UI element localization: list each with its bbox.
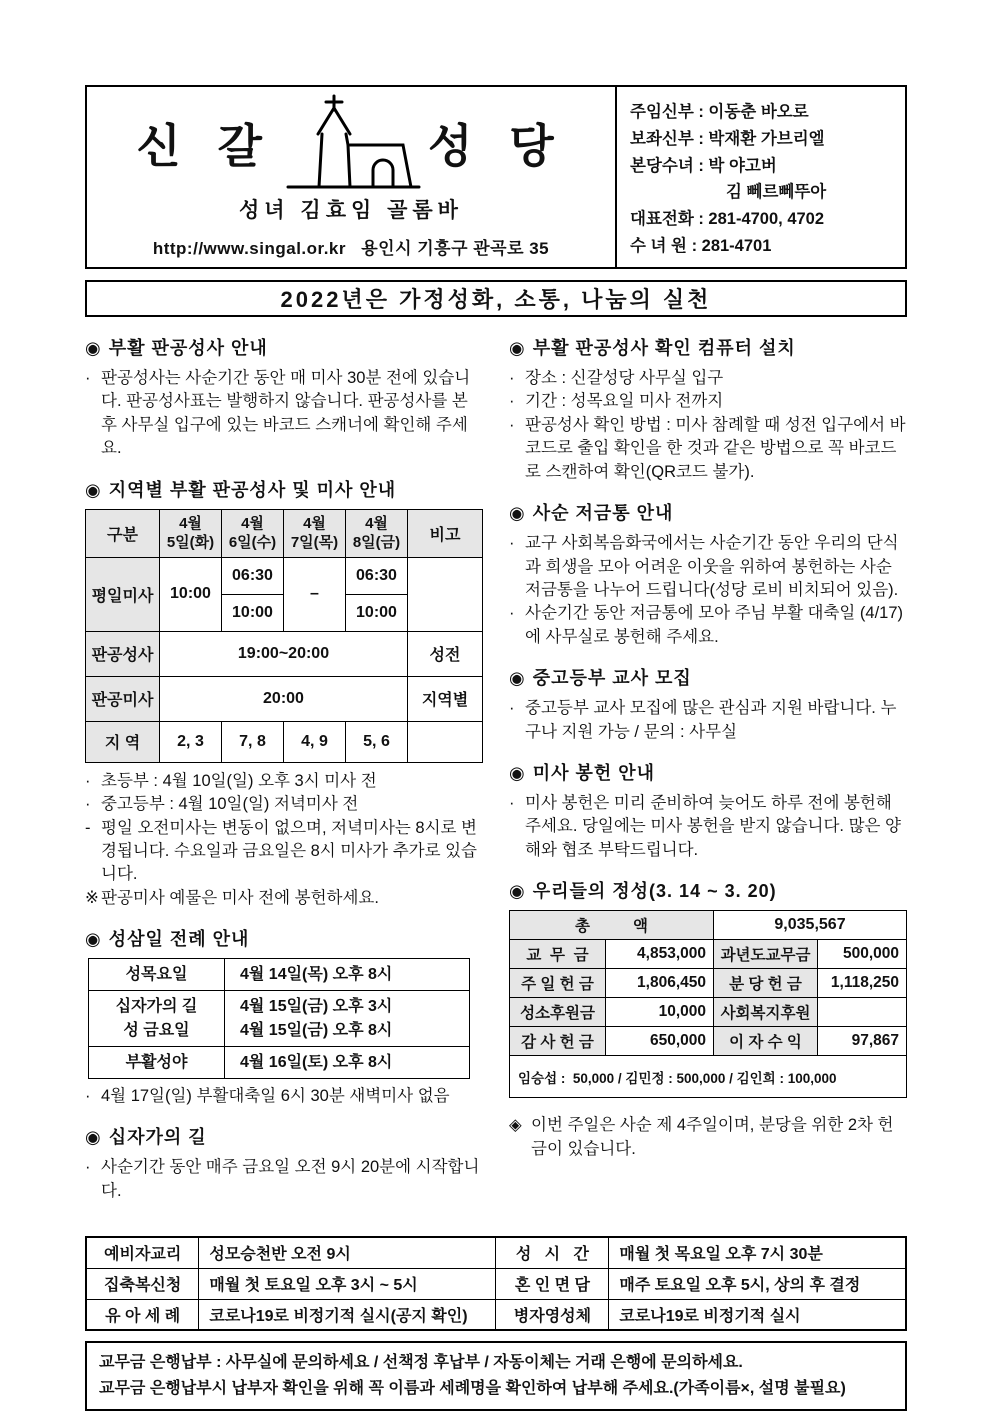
bullet-icon: ·: [509, 699, 515, 718]
liturgy-time: 4월 14일(목) 오후 8시: [225, 959, 470, 991]
list-item: · 판공성사 확인 방법 : 미사 참례할 때 성전 입구에서 바코드로 출입 확인을 한 것과 같은 방법으로 꼭 바코드로 스캔하여 확인(QR코드 불가).: [509, 414, 907, 484]
offering-value: 1,118,250: [818, 969, 907, 998]
liturgy-time: 4월 16일(토) 오후 8시: [225, 1046, 470, 1078]
info-label: 예비자교리: [86, 1237, 199, 1268]
offering-label: 이 자 수 익: [714, 1027, 818, 1056]
section-mass-offering: [509, 759, 907, 862]
church-name: [136, 93, 565, 193]
bullseye-icon: ◉: [509, 881, 526, 902]
list-item: · 중고등부 : 4월 10일(일) 저녁미사 전: [85, 793, 483, 816]
section-weekly-offerings: [509, 877, 907, 1098]
offering-value: 10,000: [606, 998, 714, 1027]
triduum-table: [88, 958, 470, 1079]
region-row: [86, 721, 483, 762]
section-title: ◉ 우리들의 정성(3. 14 ~ 3. 20): [509, 881, 777, 902]
list-item: · 장소 : 신갈성당 사무실 입구: [509, 367, 907, 390]
contact-assistant-pastor: 보좌신부 : 박재환 가브리엘: [630, 129, 825, 148]
time-cell: 10:00: [222, 594, 284, 631]
donor-list: 임승섭 : 50,000 / 김민정 : 500,000 / 김인희 : 100,000: [510, 1056, 907, 1098]
info-value: 매월 첫 토요일 오후 3시 ~ 5시: [199, 1268, 496, 1299]
patron-saint: 성녀 김효임 골롬바: [239, 198, 463, 222]
col-header-date: 4월 7일(목): [284, 509, 346, 557]
offering-label: 사회복지후원: [714, 998, 818, 1027]
section-triduum: [85, 925, 483, 1108]
contact-sister-1: 본당수녀 : 박 야고버: [630, 156, 777, 175]
list-item: · 4월 17일(일) 부활대축일 6시 30분 새벽미사 없음: [85, 1085, 483, 1108]
bullet-icon: ·: [509, 369, 515, 387]
section-title: ◉ 성삼일 전례 안내: [85, 929, 250, 950]
main-content: [85, 334, 907, 1218]
bullet-icon: ·: [85, 369, 91, 387]
table-row: [86, 1299, 906, 1330]
offering-label: 주 일 헌 금: [510, 969, 606, 998]
bullet-icon: ·: [85, 1086, 91, 1105]
info-value: 매주 토요일 오후 5시, 상의 후 결정: [609, 1268, 906, 1299]
offering-label: 감 사 헌 금: [510, 1027, 606, 1056]
bank-payment-notice: [85, 1341, 907, 1411]
info-label: 혼 인 면 담: [496, 1268, 609, 1299]
right-column: [509, 334, 907, 1161]
list-item: · 중고등부 교사 모집에 많은 관심과 지원 바랍니다. 누구나 지원 가능 / 문의 : 사무실: [509, 697, 907, 744]
notice-line: 교무금 은행납부시 납부자 확인을 위해 꼭 이름과 세례명을 확인하여 납부해 주세요.(가족이름×, 설명 불필요): [99, 1379, 846, 1397]
reference-mark-icon: ※: [85, 888, 99, 907]
offering-label: 성소후원금: [510, 998, 606, 1027]
bullet-icon: ·: [509, 415, 515, 434]
offering-value: 500,000: [818, 940, 907, 969]
slogan-banner: 2022년은 가정성화, 소통, 나눔의 실천: [85, 280, 907, 317]
contact-phone: 대표전화 : 281-4700, 4702: [630, 210, 825, 229]
table-row: [86, 1237, 906, 1268]
liturgy-name: 십자가의 길 성 금요일: [89, 991, 225, 1046]
church-icon: [276, 93, 426, 193]
bullet-icon: ·: [85, 1158, 91, 1177]
section-easter-confession: [85, 334, 483, 461]
list-item: · 초등부 : 4월 10일(일) 오후 3시 미사 전: [85, 770, 483, 793]
region-cell: 5, 6: [346, 721, 408, 762]
section-regional-mass-schedule: [85, 476, 483, 911]
mass-schedule-table: [85, 509, 483, 763]
table-row: [510, 998, 907, 1027]
offering-value: [818, 998, 907, 1027]
time-cell: 06:30: [222, 557, 284, 594]
section-title: ◉ 미사 봉헌 안내: [509, 763, 656, 784]
note-cell: 성전: [408, 631, 483, 676]
contact-sister-2: 김 뻬르뻬뚜아: [726, 183, 827, 202]
section-confession-computer: [509, 334, 907, 484]
section-title: ◉ 지역별 부활 판공성사 및 미사 안내: [85, 479, 397, 500]
info-value: 코로나19로 비정기적 실시: [609, 1299, 906, 1330]
bullseye-icon: ◉: [509, 503, 526, 524]
offering-label: 분 당 헌 금: [714, 969, 818, 998]
bullseye-icon: ◉: [85, 479, 102, 500]
section-lent-piggy-bank: [509, 499, 907, 649]
church-address: 용인시 기흥구 관곡로 35: [361, 239, 550, 258]
col-header-note: 비고: [408, 509, 483, 557]
region-cell: 4, 9: [284, 721, 346, 762]
liturgy-time: 4월 15일(금) 오후 3시 4월 15일(금) 오후 8시: [225, 991, 470, 1046]
bullet-icon: ·: [509, 604, 515, 623]
info-label: 집축복신청: [86, 1268, 199, 1299]
liturgy-name: 성목요일: [89, 959, 225, 991]
col-header-date: 4월 6일(수): [222, 509, 284, 557]
time-cell: 19:00~20:00: [160, 631, 408, 676]
table-row: [89, 991, 470, 1046]
dash-icon: -: [85, 818, 91, 837]
list-item: · 판공성사는 사순기간 동안 매 미사 30분 전에 있습니다. 판공성사표는 발행하지 않습니다. 판공성사를 본 후 사무실 입구에 있는 바코드 스캐너에 확인해 주세요.: [85, 367, 483, 461]
liturgy-name: 부활성야: [89, 1046, 225, 1078]
offering-label: 과년도교무금: [714, 940, 818, 969]
bullseye-icon: ◉: [85, 1127, 102, 1148]
col-header-date: 4월 5일(화): [160, 509, 222, 557]
list-item: ※ 판공미사 예물은 미사 전에 봉헌하세요.: [85, 887, 483, 910]
bullet-icon: ·: [509, 534, 515, 553]
offerings-table: [509, 910, 907, 1098]
offering-value: 650,000: [606, 1027, 714, 1056]
bullseye-icon: ◉: [85, 338, 102, 358]
bullet-icon: ·: [509, 392, 515, 411]
bullseye-icon: ◉: [85, 929, 102, 950]
row-label: 평일미사: [86, 557, 160, 631]
offering-value: 1,806,450: [606, 969, 714, 998]
table-row: [89, 959, 470, 991]
donors-row: [510, 1056, 907, 1098]
bullseye-icon: ◉: [509, 338, 526, 358]
diamond-icon: ◈: [509, 1116, 522, 1135]
church-name-right: 성 당: [428, 120, 566, 172]
contact-convent-phone: 수 녀 원 : 281-4701: [630, 236, 772, 255]
table-row: [510, 1027, 907, 1056]
section-way-of-the-cross: [85, 1123, 483, 1203]
church-name-left: 신 갈: [136, 120, 274, 172]
bullseye-icon: ◉: [509, 668, 526, 689]
list-item: · 교구 사회복음화국에서는 사순기간 동안 우리의 단식과 희생을 모아 어려운 이웃을 위하여 봉헌하는 사순 저금통을 나누어 드립니다(성당 로비 비치되어 있음).: [509, 532, 907, 602]
row-label: 지 역: [86, 721, 160, 762]
contact-panel: [615, 87, 905, 267]
note-cell: 지역별: [408, 676, 483, 721]
note-cell: [408, 557, 483, 631]
section-title: ◉ 사순 저금통 안내: [509, 503, 674, 524]
bullet-icon: ·: [85, 795, 91, 814]
info-label: 병자영성체: [496, 1299, 609, 1330]
offering-value: 97,867: [818, 1027, 907, 1056]
total-label: 총 액: [510, 911, 714, 940]
region-cell: 2, 3: [160, 721, 222, 762]
bullseye-icon: ◉: [509, 763, 526, 784]
parish-info-table: [85, 1236, 907, 1331]
bullet-icon: ·: [85, 771, 91, 790]
time-cell: 06:30: [346, 557, 408, 594]
church-url-address: [148, 234, 554, 259]
confession-mass-row: [86, 676, 483, 721]
col-header-type: 구분: [86, 509, 160, 557]
table-header-row: [86, 509, 483, 557]
table-row: [510, 969, 907, 998]
left-column: [85, 334, 483, 1218]
section-title: ◉ 십자가의 길: [85, 1127, 207, 1148]
schedule-notes: [85, 770, 483, 911]
confession-row: [86, 631, 483, 676]
row-label: 판공미사: [86, 676, 160, 721]
list-item: · 사순기간 동안 저금통에 모아 주님 부활 대축일 (4/17)에 사무실로 봉헌해 주세요.: [509, 602, 907, 649]
bullet-icon: ·: [509, 794, 515, 813]
info-label: 유 아 세 례: [86, 1299, 199, 1330]
notice-line: 교무금 은행납부 : 사무실에 문의하세요 / 선책정 후납부 / 자동이체는 거래 은행에 문의하세요.: [99, 1354, 743, 1372]
region-cell: 7, 8: [222, 721, 284, 762]
time-cell: 20:00: [160, 676, 408, 721]
info-value: 매월 첫 목요일 오후 7시 30분: [609, 1237, 906, 1268]
col-header-date: 4월 8일(금): [346, 509, 408, 557]
time-cell: 10:00: [346, 594, 408, 631]
section-title: ◉ 중고등부 교사 모집: [509, 668, 692, 689]
church-identity: [87, 87, 615, 267]
weekday-mass-row: [86, 557, 483, 594]
total-row: [510, 911, 907, 940]
table-row: [89, 1046, 470, 1078]
time-cell: –: [284, 557, 346, 631]
list-item: - 평일 오전미사는 변동이 없으며, 저녁미사는 8시로 변경됩니다. 수요일과 금요일은 8시 미사가 추가로 있습니다.: [85, 817, 483, 887]
table-row: [510, 940, 907, 969]
info-label: 성 시 간: [496, 1237, 609, 1268]
section-title: ◉ 부활 판공성사 안내: [85, 338, 268, 358]
row-label: 판공성사: [86, 631, 160, 676]
note-cell: [408, 721, 483, 762]
list-item: · 미사 봉헌은 미리 준비하여 늦어도 하루 전에 봉헌해 주세요. 당일에는 미사 봉헌을 받지 않습니다. 많은 양해와 협조 부탁드립니다.: [509, 792, 907, 862]
second-collection-note: ◈ 이번 주일은 사순 제 4주일이며, 분당을 위한 2차 헌금이 있습니다.: [509, 1114, 907, 1161]
section-title: ◉ 부활 판공성사 확인 컴퓨터 설치: [509, 338, 796, 358]
table-row: [86, 1268, 906, 1299]
info-value: 성모승천반 오전 9시: [199, 1237, 496, 1268]
section-teacher-recruitment: [509, 664, 907, 744]
church-url: http://www.singal.or.kr: [152, 239, 347, 258]
info-value: 코로나19로 비정기적 실시(공지 확인): [199, 1299, 496, 1330]
total-value: 9,035,567: [714, 911, 907, 940]
offering-value: 4,853,000: [606, 940, 714, 969]
contact-pastor: 주임신부 : 이동춘 바오로: [630, 103, 809, 121]
header: [85, 85, 907, 269]
offering-label: 교 무 금: [510, 940, 606, 969]
time-cell: 10:00: [160, 557, 222, 631]
list-item: · 기간 : 성목요일 미사 전까지: [509, 390, 907, 413]
list-item: · 사순기간 동안 매주 금요일 오전 9시 20분에 시작합니다.: [85, 1156, 483, 1203]
